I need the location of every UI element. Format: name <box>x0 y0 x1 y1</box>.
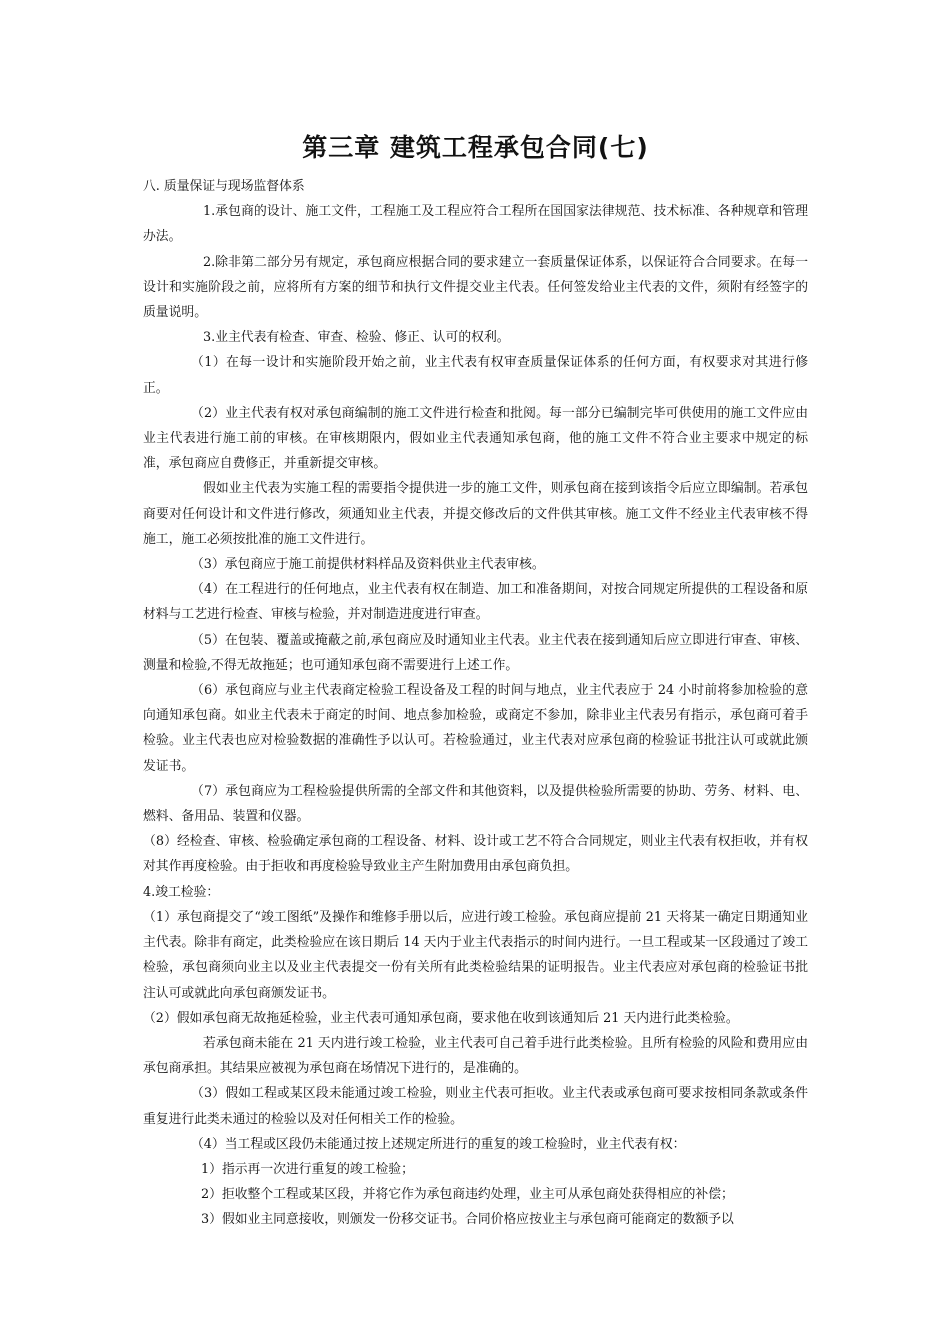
paragraph: （2）业主代表有权对承包商编制的施工文件进行检查和批阅。每一部分已编制完毕可供使用的施工文件应由业主代表进行施工前的审核。在审核期限内，假如业主代表通知承包商，他的施工文件不符合业主要求中规定的标准，承包商应自费修正，并重新提交审核。 <box>143 405 808 472</box>
paragraph: （6）承包商应与业主代表商定检验工程设备及工程的时间与地点，业主代表应于 24 小时前将参加检验的意向通知承包商。如业主代表未于商定的时间、地点参加检验，或商定不参加，除非业主代表另有指示，承包商可着手检验。业主代表也应对检验数据的准确性予以认可。若检验通过，业主代表对应承包商的检验证书批注认可或就此颁发证书。 <box>143 683 808 774</box>
paragraph: 3）假如业主同意接收，则颁发一份移交证书。合同价格应按业主与承包商可能商定的数额予以 <box>201 1212 734 1228</box>
paragraph: （1）承包商提交了“竣工图纸”及操作和维修手册以后，应进行竣工检验。承包商应提前 21 天将某一确定日期通知业主代表。除非有商定，此类检验应在该日期后 14 天内于业主代表指示的时间内进行。一旦工程或某一区段通过了竣工检验，承包商须向业主以及业主代表提交一份有关所有此类检验结果的证明报告。业主代表应对承包商的检验证书批注认可或就此向承包商颁发证书。 <box>143 909 808 1001</box>
paragraph: 1.承包商的设计、施工文件，工程施工及工程应符合工程所在国国家法律规范、技术标准、各种规章和管理办法。 <box>143 204 808 245</box>
paragraph: （8）经检查、审核、检验确定承包商的工程设备、材料、设计或工艺不符合合同规定，则业主代表有权拒收，并有权对其作再度检验。由于拒收和再度检验导致业主产生附加费用由承包商负担。 <box>143 834 808 875</box>
document-body <box>143 174 808 1233</box>
paragraph: 1）指示再一次进行重复的竣工检验； <box>201 1161 414 1177</box>
paragraph: 2）拒收整个工程或某区段，并将它作为承包商违约处理，业主可从承包商处获得相应的补偿； <box>201 1187 734 1203</box>
paragraph: （2）假如承包商无故拖延检验，业主代表可通知承包商，要求他在收到该通知后 21 天内进行此类检验。 <box>143 1010 739 1026</box>
paragraph: 2.除非第二部分另有规定，承包商应根据合同的要求建立一套质量保证体系，以保证符合合同要求。在每一设计和实施阶段之前，应将所有方案的细节和执行文件提交业主代表。任何签发给业主代表的文件，须附有经签字的质量说明。 <box>143 254 808 321</box>
paragraph: （4）在工程进行的任何地点，业主代表有权在制造、加工和准备期间，对按合同规定所提供的工程设备和原材料与工艺进行检查、审核与检验，并对制造进度进行审查。 <box>143 582 808 623</box>
paragraph: （7）承包商应为工程检验提供所需的全部文件和其他资料，以及提供检验所需要的协助、劳务、材料、电、燃料、备用品、装置和仪器。 <box>143 783 808 825</box>
paragraph: （4）当工程或区段仍未能通过按上述规定所进行的重复的竣工检验时，业主代表有权： <box>191 1136 686 1152</box>
paragraph: （3）承包商应于施工前提供材料样品及资料供业主代表审核。 <box>191 557 545 573</box>
paragraph: 4.竣工检验： <box>143 884 220 900</box>
paragraph: 假如业主代表为实施工程的需要指令提供进一步的施工文件，则承包商在接到该指令后应立即编制。若承包商要对任何设计和文件进行修改，须通知业主代表，并提交修改后的文件供其审核。施工文件不经业主代表审核不得施工，施工必须按批准的施工文件进行。 <box>143 481 808 547</box>
paragraph: 八. 质量保证与现场监督体系 <box>143 179 305 194</box>
page-title: 第三章 建筑工程承包合同(七) <box>302 133 649 162</box>
paragraph: （3）假如工程或某区段未能通过竣工检验，则业主代表可拒收。业主代表或承包商可要求按相同条款或条件重复进行此类未通过的检验以及对任何相关工作的检验。 <box>143 1086 808 1127</box>
paragraph: （5）在包装、覆盖或掩蔽之前,承包商应及时通知业主代表。业主代表在接到通知后应立即进行审查、审核、测量和检验,不得无故拖延；也可通知承包商不需要进行上述工作。 <box>143 632 808 673</box>
document-page <box>143 128 808 1233</box>
paragraph: （1）在每一设计和实施阶段开始之前，业主代表有权审查质量保证体系的任何方面，有权要求对其进行修正。 <box>143 355 808 396</box>
paragraph: 若承包商未能在 21 天内进行竣工检验，业主代表可自己着手进行此类检验。且所有检验的风险和费用应由承包商承担。其结果应被视为承包商在场情况下进行的，是准确的。 <box>143 1035 808 1077</box>
paragraph: 3.业主代表有检查、审查、检验、修正、认可的权利。 <box>203 330 510 346</box>
